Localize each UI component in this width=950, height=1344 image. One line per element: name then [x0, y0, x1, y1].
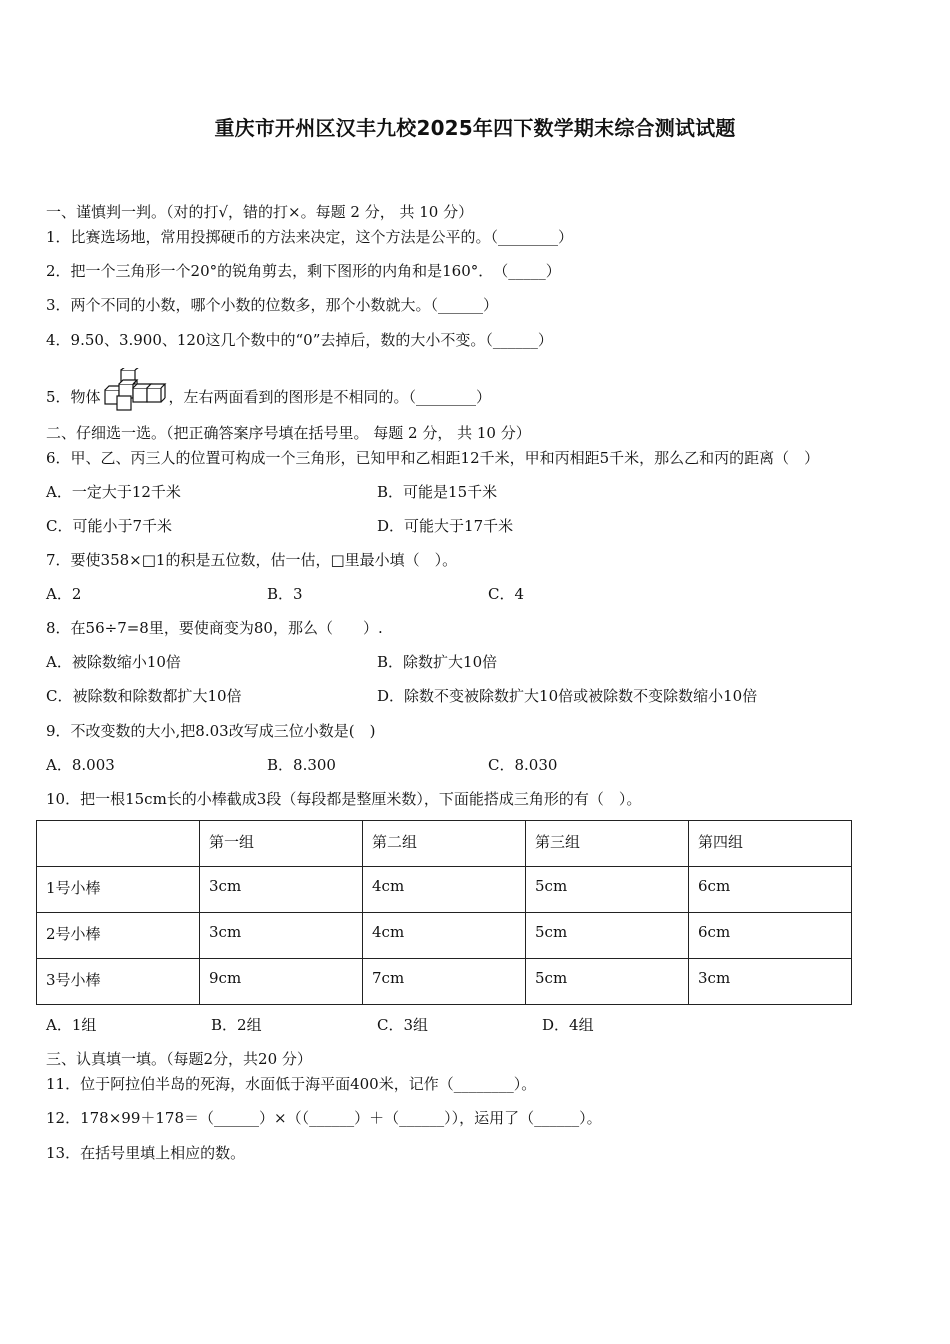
table-row [37, 959, 852, 1005]
q9-option-a[interactable]: A．8.003 [46, 756, 115, 774]
table-header-cell [37, 821, 200, 867]
table-cell: 4cm [363, 913, 526, 959]
q6-option-a[interactable]: A．一定大于12千米 [46, 483, 181, 501]
section2-heading: 二、仔细选一选。（把正确答案序号填在括号里。 每题 2 分， 共 10 分） [46, 424, 531, 442]
page-title: 重庆市开州区汉丰九校2025年四下数学期末综合测试试题 [214, 116, 736, 140]
stick-table [36, 820, 852, 1005]
q10-option-d[interactable]: D．4组 [542, 1016, 594, 1034]
table-header-cell: 第二组 [363, 821, 526, 867]
table-cell: 3cm [200, 913, 363, 959]
question-11: 11．位于阿拉伯半岛的死海，水面低于海平面400米，记作（________）。 [46, 1075, 537, 1093]
table-cell: 6cm [689, 867, 852, 913]
question-5-suffix: ，左右两面看到的图形是不相同的。（________） [168, 388, 492, 406]
q6-option-d[interactable]: D．可能大于17千米 [377, 517, 514, 535]
q8-option-b[interactable]: B．除数扩大10倍 [377, 653, 498, 671]
question-5 [46, 376, 491, 420]
q7-option-b[interactable]: B．3 [267, 585, 303, 603]
question-13: 13．在括号里填上相应的数。 [46, 1144, 246, 1162]
section1-heading: 一、谨慎判一判。（对的打√，错的打×。每题 2 分， 共 10 分） [46, 203, 474, 221]
q8-option-a[interactable]: A．被除数缩小10倍 [46, 653, 181, 671]
question-6: 6．甲、乙、丙三人的位置可构成一个三角形，已知甲和乙相距12千米，甲和丙相距5千米，那么乙和丙的距离（ ） [46, 449, 820, 467]
table-cell: 7cm [363, 959, 526, 1005]
cube-stack-icon [103, 368, 167, 412]
q6-option-c[interactable]: C．可能小于7千米 [46, 517, 173, 535]
table-cell: 1号小棒 [37, 867, 200, 913]
q10-option-a[interactable]: A．1组 [46, 1016, 97, 1034]
q7-option-a[interactable]: A．2 [46, 585, 82, 603]
question-4: 4．9.50、3.900、120这几个数中的“0”去掉后，数的大小不变。（______） [46, 331, 553, 349]
table-header-cell: 第四组 [689, 821, 852, 867]
cube-stack-figure [103, 368, 167, 412]
table-cell: 2号小棒 [37, 913, 200, 959]
table-cell: 3号小棒 [37, 959, 200, 1005]
table-header-cell: 第三组 [526, 821, 689, 867]
q10-option-c[interactable]: C．3组 [377, 1016, 429, 1034]
table-header-cell: 第一组 [200, 821, 363, 867]
section3-heading: 三、认真填一填。（每题2分，共20 分） [46, 1050, 312, 1068]
q10-option-b[interactable]: B．2组 [211, 1016, 262, 1034]
table-cell: 5cm [526, 959, 689, 1005]
question-7: 7．要使358×□1的积是五位数，估一估，□里最小填（ ）。 [46, 551, 458, 569]
q7-option-c[interactable]: C．4 [488, 585, 525, 603]
question-10: 10．把一根15cm长的小棒截成3段（每段都是整厘米数），下面能搭成三角形的有（ ）。 [46, 790, 642, 808]
table-row [37, 913, 852, 959]
table-header-row [37, 821, 852, 867]
table-cell: 5cm [526, 867, 689, 913]
q8-option-c[interactable]: C．被除数和除数都扩大10倍 [46, 687, 242, 705]
q9-option-b[interactable]: B．8.300 [267, 756, 336, 774]
table-cell: 6cm [689, 913, 852, 959]
table-row [37, 867, 852, 913]
table-cell: 5cm [526, 913, 689, 959]
question-3: 3．两个不同的小数，哪个小数的位数多，那个小数就大。（______） [46, 296, 499, 314]
q6-option-b[interactable]: B．可能是15千米 [377, 483, 498, 501]
q9-option-c[interactable]: C．8.030 [488, 756, 558, 774]
table-cell: 3cm [200, 867, 363, 913]
question-5-prefix: 5．物体 [46, 388, 101, 406]
question-9: 9．不改变数的大小,把8.03改写成三位小数是( ) [46, 722, 376, 740]
question-12: 12．178×99＋178＝（______）×（（______）＋（______）），运用了（______）。 [46, 1109, 602, 1127]
table-cell: 3cm [689, 959, 852, 1005]
question-8: 8．在56÷7=8里，要使商变为80，那么（ ）. [46, 619, 383, 637]
q8-option-d[interactable]: D．除数不变被除数扩大10倍或被除数不变除数缩小10倍 [377, 687, 758, 705]
question-2: 2．把一个三角形一个20°的锐角剪去，剩下图形的内角和是160°． （_____） [46, 262, 561, 280]
table-cell: 9cm [200, 959, 363, 1005]
table-cell: 4cm [363, 867, 526, 913]
question-1: 1．比赛选场地，常用投掷硬币的方法来决定，这个方法是公平的。（________） [46, 228, 574, 246]
